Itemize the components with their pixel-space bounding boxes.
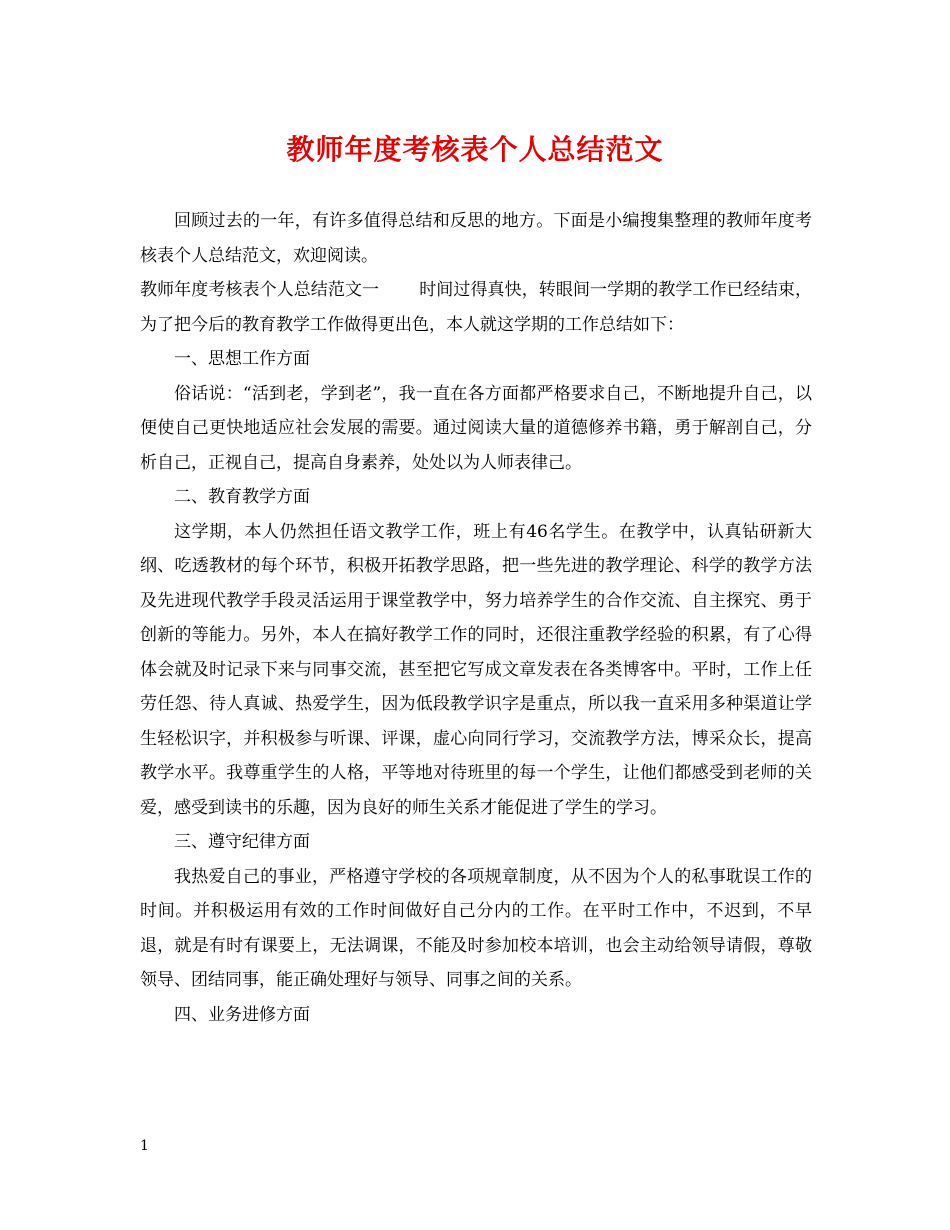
section-heading-4: 四、业务进修方面 — [174, 1004, 310, 1025]
sample-paragraph — [140, 273, 812, 342]
section-heading-1: 一、思想工作方面 — [174, 349, 310, 369]
document-title: 教师年度考核表个人总结范文 — [286, 133, 664, 166]
sample-heading: 教师年度考核表个人总结范文一 — [140, 280, 380, 300]
intro-paragraph: 回顾过去的一年，有许多值得总结和反思的地方。下面是小编搜集整理的教师年度考核表个人总结范文，欢迎阅读。 — [140, 211, 812, 266]
section-paragraph-2: 这学期，本人仍然担任语文教学工作，班上有46名学生。在教学中，认真钻研新大纲、吃透教材的每个环节，积极开拓教学思路，把一些先进的教学理论、科学的教学方法及先进现代教学手段灵活运用于课堂教学中，努力培养学生的合作交流、自主探究、勇于创新的等能力。另外，本人在搞好教学工作的同时，还很注重教学经验的积累，有了心得体会就及时记录下来与同事交流，甚至把它写成文章发表在各类博客中。平时，工作上任劳任怨、待人真诚、热爱学生，因为低段教学识字是重点，所以我一直采用多种渠道让学生轻松识字，并积极参与听课、评课，虚心向同行学习，交流教学方法，博采众长，提高教学水平。我尊重学生的人格，平等地对待班里的每一个学生，让他们都感受到老师的关爱，感受到读书的乐趣，因为良好的师生关系才能促进了学生的学习。 — [140, 521, 812, 818]
section-heading-3: 三、遵守纪律方面 — [174, 832, 310, 852]
sample-lead: 时间过得真快，转眼间一学期的教学工作已经结束，为了把今后的教育教学工作做得更出色，本人就这学期的工作总结如下： — [140, 280, 813, 335]
document-body — [140, 204, 812, 1032]
page-number: 1 — [140, 1138, 149, 1154]
section-paragraph-3: 我热爱自己的事业，严格遵守学校的各项规章制度，从不因为个人的私事耽误工作的时间。并积极运用有效的工作时间做好自己分内的工作。在平时工作中，不迟到，不早退，就是有时有课要上，无法调课，不能及时参加校本培训，也会主动给领导请假，尊敬领导、团结同事，能正确处理好与领导、同事之间的关系。 — [140, 866, 812, 990]
section-paragraph-1: 俗话说：“活到老，学到老”，我一直在各方面都严格要求自己，不断地提升自己，以便使自己更快地适应社会发展的需要。通过阅读大量的道德修养书籍，勇于解剖自己，分析自己，正视自己，提高自身素养，处处以为人师表律己。 — [140, 383, 812, 473]
section-heading-2: 二、教育教学方面 — [174, 487, 310, 507]
